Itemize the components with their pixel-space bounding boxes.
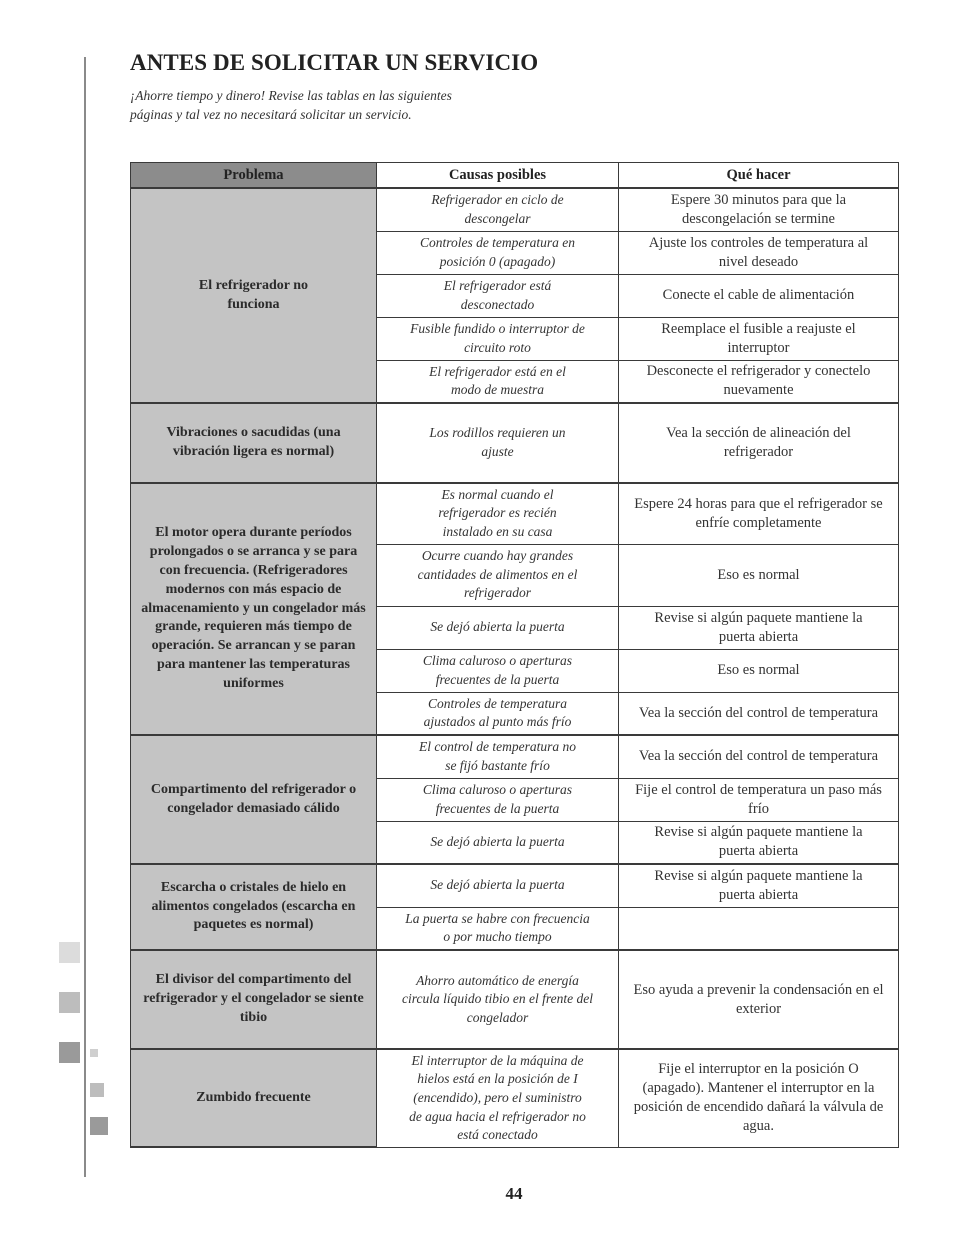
action-cell: Ajuste los controles de temperatura al nivel deseado: [619, 231, 899, 274]
cause-cell: Fusible fundido o interruptor de circuito roto: [377, 317, 619, 360]
cause-cell: Refrigerador en ciclo de descongelar: [377, 188, 619, 231]
action-cell: Eso es normal: [619, 544, 899, 606]
tab-marker-1: [59, 942, 80, 963]
cause-cell: Se dejó abierta la puerta: [377, 864, 619, 907]
action-cell: Vea la sección de alineación del refrigerador: [619, 403, 899, 483]
action-cell: Espere 30 minutos para que la descongelación se termine: [619, 188, 899, 231]
table-row: [131, 188, 899, 231]
cause-cell: Controles de temperatura ajustados al punto más frío: [377, 692, 619, 735]
action-cell: [619, 907, 899, 950]
cause-cell: Los rodillos requieren un ajuste: [377, 403, 619, 483]
cause-cell: Se dejó abierta la puerta: [377, 821, 619, 864]
tab-marker-2: [59, 992, 80, 1013]
problem-cell: El refrigerador no funciona: [131, 188, 377, 403]
action-cell: Revise si algún paquete mantiene la puerta abierta: [619, 864, 899, 907]
problem-cell: Compartimento del refrigerador o congelador demasiado cálido: [131, 735, 377, 864]
action-cell: Vea la sección del control de temperatura: [619, 692, 899, 735]
cause-cell: Se dejó abierta la puerta: [377, 606, 619, 649]
action-cell: Fije el interruptor en la posición O (apagado). Mantener el interruptor en la posición de encendido dañará la válvula de agua.: [619, 1049, 899, 1147]
troubleshooting-table: [130, 162, 899, 1148]
tab-marker-4: [90, 1049, 98, 1057]
cause-cell: El refrigerador está en el modo de muestra: [377, 360, 619, 403]
action-cell: Vea la sección del control de temperatura: [619, 735, 899, 778]
table-row: [131, 735, 899, 778]
tab-marker-3: [59, 1042, 80, 1063]
page-number: 44: [505, 1184, 523, 1203]
cause-cell: El interruptor de la máquina de hielos está en la posición de I (encendido), pero el suministro de agua hacia el refrigerador no está conectado: [377, 1049, 619, 1147]
header-problem: Problema: [131, 163, 377, 189]
problem-cell: El divisor del compartimento del refrigerador y el congelador se siente tibio: [131, 950, 377, 1049]
table-row: [131, 1049, 899, 1147]
table-row: [131, 950, 899, 1049]
action-cell: Revise si algún paquete mantiene la puerta abierta: [619, 821, 899, 864]
problem-cell: Escarcha o cristales de hielo en alimentos congelados (escarcha en paquetes es normal): [131, 864, 377, 950]
problem-cell: Vibraciones o sacudidas (una vibración ligera es normal): [131, 403, 377, 483]
margin-rule: [84, 57, 86, 1177]
cause-cell: Ocurre cuando hay grandes cantidades de alimentos en el refrigerador: [377, 544, 619, 606]
table-row: [131, 483, 899, 544]
header-action: Qué hacer: [619, 163, 899, 189]
cause-cell: Controles de temperatura en posición 0 (apagado): [377, 231, 619, 274]
cause-cell: Clima caluroso o aperturas frecuentes de la puerta: [377, 649, 619, 692]
cause-cell: Clima caluroso o aperturas frecuentes de la puerta: [377, 778, 619, 821]
problem-cell: El motor opera durante períodos prolongados o se arranca y se para con frecuencia. (Refrigeradores modernos con más espacio de almacenamiento y un congelador más grande, requieren más tiempo de operación. Se arrancan y se paran para mantener las temperaturas uniformes: [131, 483, 377, 735]
action-cell: Reemplace el fusible a reajuste el interruptor: [619, 317, 899, 360]
table-row: [131, 864, 899, 907]
table-row: [131, 403, 899, 483]
tab-marker-5: [90, 1083, 104, 1097]
action-cell: Eso ayuda a prevenir la condensación en el exterior: [619, 950, 899, 1049]
problem-cell: Zumbido frecuente: [131, 1049, 377, 1147]
cause-cell: La puerta se habre con frecuencia o por mucho tiempo: [377, 907, 619, 950]
action-cell: Revise si algún paquete mantiene la puerta abierta: [619, 606, 899, 649]
cause-cell: Es normal cuando el refrigerador es recién instalado en su casa: [377, 483, 619, 544]
header-causes: Causas posibles: [377, 163, 619, 189]
intro-text: ¡Ahorre tiempo y dinero! Revise las tablas en las siguientes páginas y tal vez no necesitará solicitar un servicio.: [130, 88, 452, 122]
table-header-row: [131, 163, 899, 189]
action-cell: Fije el control de temperatura un paso más frío: [619, 778, 899, 821]
tab-marker-6: [90, 1117, 108, 1135]
page-title: ANTES DE SOLICITAR UN SERVICIO: [130, 50, 539, 75]
action-cell: Conecte el cable de alimentación: [619, 274, 899, 317]
action-cell: Desconecte el refrigerador y conectelo nuevamente: [619, 360, 899, 403]
action-cell: Eso es normal: [619, 649, 899, 692]
cause-cell: Ahorro automático de energía circula líquido tibio en el frente del congelador: [377, 950, 619, 1049]
action-cell: Espere 24 horas para que el refrigerador se enfríe completamente: [619, 483, 899, 544]
cause-cell: El control de temperatura no se fijó bastante frío: [377, 735, 619, 778]
cause-cell: El refrigerador está desconectado: [377, 274, 619, 317]
